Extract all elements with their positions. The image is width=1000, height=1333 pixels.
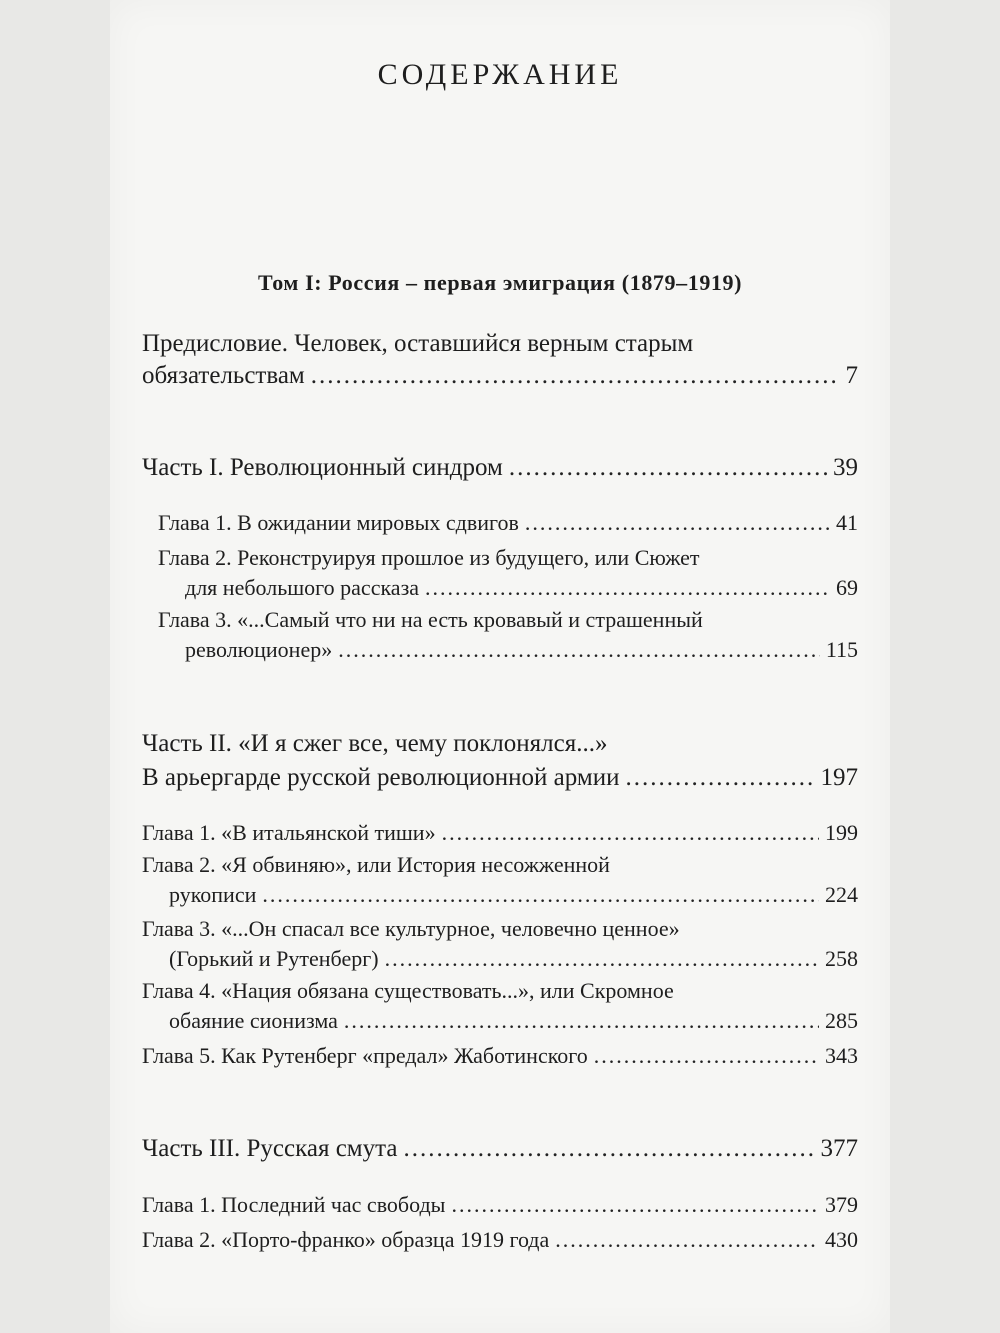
page-number: 224 — [825, 882, 858, 907]
toc-entry-chapter[interactable] — [142, 914, 858, 974]
entry-text: обязательствам — [142, 362, 305, 389]
entry-text: Глава 2. «Я обвиняю», или История несожженной — [142, 852, 610, 877]
dot-leader — [338, 635, 820, 665]
toc-entry-chapter[interactable] — [142, 850, 858, 910]
entry-text: рукописи — [169, 882, 257, 907]
dot-leader — [555, 1225, 819, 1255]
toc-entry-chapter[interactable] — [142, 1190, 858, 1220]
dot-leader — [509, 452, 827, 484]
entry-text: Часть III. Русская смута — [142, 1135, 398, 1162]
dot-leader — [311, 360, 840, 392]
entry-text: Глава 1. «В итальянской тиши» — [142, 820, 436, 845]
toc-entry-chapter[interactable] — [158, 508, 858, 538]
toc-entry-chapter[interactable] — [158, 543, 858, 603]
dot-leader — [451, 1190, 819, 1220]
page-number: 377 — [820, 1135, 858, 1162]
page-number: 258 — [825, 946, 858, 971]
toc-entry-part-1[interactable] — [142, 452, 858, 484]
entry-text: Глава 4. «Нация обязана существовать...», или Скромное — [142, 978, 674, 1003]
entry-text: Предисловие. Человек, оставшийся верным старым — [142, 330, 694, 357]
page-number: 285 — [825, 1008, 858, 1033]
toc-entry-chapter[interactable] — [142, 818, 858, 848]
toc-entry-preface[interactable] — [142, 328, 858, 392]
entry-text: обаяние сионизма — [169, 1008, 338, 1033]
page-number: 115 — [825, 637, 858, 662]
dot-leader — [262, 880, 819, 910]
toc-entry-part-3[interactable] — [142, 1133, 858, 1165]
entry-text: Глава 2. Реконструируя прошлое из будущего, или Сюжет — [158, 545, 700, 570]
page-number: 41 — [836, 510, 858, 535]
toc-entry-chapter[interactable] — [142, 1225, 858, 1255]
entry-text: для небольшого рассказа — [185, 575, 420, 600]
page-number: 69 — [836, 575, 858, 600]
entry-text: Глава 3. «...Он спасал все культурное, человечно ценное» — [142, 916, 680, 941]
dot-leader — [403, 1133, 814, 1165]
entry-text: В арьергарде русской революционной армии — [142, 764, 620, 791]
entry-text: Глава 1. Последний час свободы — [142, 1192, 446, 1217]
entry-text: Глава 5. Как Рутенберг «предал» Жаботинского — [142, 1043, 588, 1068]
dot-leader — [425, 573, 830, 603]
dot-leader — [344, 1006, 819, 1036]
dot-leader — [442, 818, 819, 848]
entry-text: Часть I. Революционный синдром — [142, 454, 503, 481]
dot-leader — [625, 762, 814, 794]
entry-text: Глава 1. В ожидании мировых сдвигов — [158, 510, 519, 535]
contents-heading: СОДЕРЖАНИЕ — [377, 58, 623, 91]
page-number: 197 — [820, 764, 858, 791]
dot-leader — [594, 1041, 819, 1071]
page-number: 7 — [845, 362, 858, 389]
dot-leader — [525, 508, 830, 538]
page-number: 430 — [825, 1227, 858, 1252]
toc-entry-chapter[interactable] — [142, 1041, 858, 1071]
dot-leader — [385, 944, 819, 974]
toc-entry-chapter[interactable] — [158, 605, 858, 665]
entry-text: Часть II. «И я сжег все, чему поклонялся...» — [142, 730, 608, 757]
entry-text: Глава 3. «...Самый что ни на есть кровавый и страшенный — [158, 607, 703, 632]
entry-text: революционер» — [185, 637, 333, 662]
page-number: 343 — [825, 1043, 858, 1068]
entry-text: Глава 2. «Порто-франко» образца 1919 года — [142, 1227, 550, 1252]
entry-text: (Горький и Рутенберг) — [169, 946, 379, 971]
toc-entry-part-2[interactable] — [142, 728, 858, 794]
toc-entry-chapter[interactable] — [142, 976, 858, 1036]
page-number: 379 — [825, 1192, 858, 1217]
page-number: 199 — [825, 820, 858, 845]
page-number: 39 — [833, 454, 858, 481]
volume-title: Том I: Россия – первая эмиграция (1879–1919) — [257, 270, 743, 295]
